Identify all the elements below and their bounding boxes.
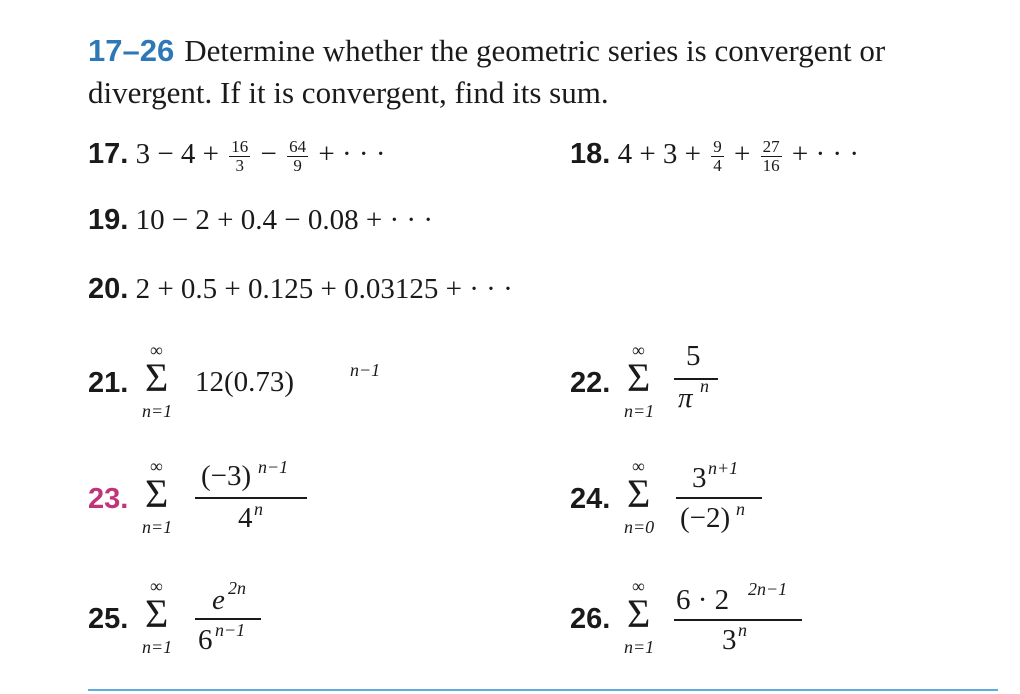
sigma-symbol: Σ [627, 355, 651, 400]
problem-26 [570, 576, 890, 666]
denominator: (−2) [680, 502, 731, 534]
upper-limit: ∞ [150, 456, 163, 476]
expr-part: + · · · [791, 138, 859, 171]
expr-part: + · · · [318, 138, 386, 171]
numerator-exponent: 2n−1 [748, 579, 788, 599]
term-base: 12(0.73) [195, 366, 295, 398]
denominator-exponent: n [738, 620, 747, 640]
denominator: 4 [238, 502, 253, 534]
problem-range: 17–26 [88, 33, 175, 68]
expr-part: 3 − 4 + [135, 138, 220, 171]
sigma-symbol: Σ [627, 471, 651, 516]
upper-limit: ∞ [632, 340, 645, 360]
fraction: $\frac{27}{16}$ [762, 137, 780, 175]
instructions-text: Determine whether the geometric series is convergent or divergent. If it is convergent, find its sum. [88, 33, 886, 110]
denominator-exponent: n [700, 376, 709, 396]
denominator-exponent: n [254, 499, 263, 519]
expr-part: − [260, 138, 277, 171]
problem-number: 25. [88, 603, 129, 635]
instructions [88, 30, 988, 114]
problem-23 [88, 456, 388, 546]
numerator-exponent: 2n [228, 578, 246, 598]
numerator: (−3) [201, 460, 252, 492]
fraction: $\frac{9}{4}$ [713, 137, 722, 175]
denominator-exponent: n−1 [215, 620, 246, 640]
problem-24 [570, 456, 870, 546]
lower-limit: n=0 [624, 517, 655, 537]
upper-limit: ∞ [150, 340, 163, 360]
upper-limit: ∞ [632, 456, 645, 476]
problem-number: 19. [88, 204, 129, 236]
fraction-bar [676, 497, 762, 499]
problem-number: 21. [88, 367, 129, 399]
upper-limit: ∞ [150, 576, 163, 596]
problem-17 [88, 138, 385, 175]
lower-limit: n=1 [624, 401, 655, 421]
lower-limit: n=1 [142, 401, 173, 421]
problem-number: 17. [88, 138, 129, 171]
expression: 2 + 0.5 + 0.125 + 0.03125 + · · · [135, 273, 513, 305]
upper-limit: ∞ [632, 576, 645, 596]
sigma-symbol: Σ [145, 591, 169, 636]
numerator: 6 · 2 [676, 584, 730, 616]
numerator: 3 [692, 462, 707, 494]
problem-19 [88, 204, 433, 237]
numerator-exponent: n−1 [258, 457, 289, 477]
expr-part: 4 + 3 + [617, 138, 702, 171]
sigma-symbol: Σ [145, 355, 169, 400]
fraction: $\frac{16}{3}$ [231, 137, 249, 175]
problem-number: 20. [88, 273, 129, 305]
lower-limit: n=1 [142, 637, 173, 657]
problem-number: 24. [570, 483, 611, 515]
numerator-exponent: n+1 [708, 458, 739, 478]
fraction: $\frac{64}{9}$ [289, 137, 307, 175]
problem-number: 26. [570, 603, 611, 635]
problem-22 [570, 340, 870, 430]
expr-part: + [734, 138, 751, 171]
denominator: π [678, 382, 693, 414]
problem-25 [88, 576, 388, 666]
bottom-rule [88, 689, 998, 691]
denominator: 6 [198, 624, 213, 656]
sigma-symbol: Σ [145, 471, 169, 516]
problem-number: 22. [570, 367, 611, 399]
sigma-symbol: Σ [627, 591, 651, 636]
problem-number: 23. [88, 483, 129, 515]
lower-limit: n=1 [142, 517, 173, 537]
problem-21 [88, 340, 508, 430]
denominator-exponent: n [736, 499, 745, 519]
numerator: e [212, 584, 225, 616]
fraction-bar [674, 378, 718, 380]
problem-number: 18. [570, 138, 611, 171]
fraction-bar [195, 497, 307, 499]
problem-20 [88, 273, 513, 306]
problem-18 [570, 138, 859, 175]
term-exponent: n−1 [350, 360, 381, 380]
lower-limit: n=1 [624, 637, 655, 657]
denominator: 3 [722, 624, 737, 656]
numerator: 5 [686, 340, 701, 372]
expression: 10 − 2 + 0.4 − 0.08 + · · · [135, 204, 433, 236]
